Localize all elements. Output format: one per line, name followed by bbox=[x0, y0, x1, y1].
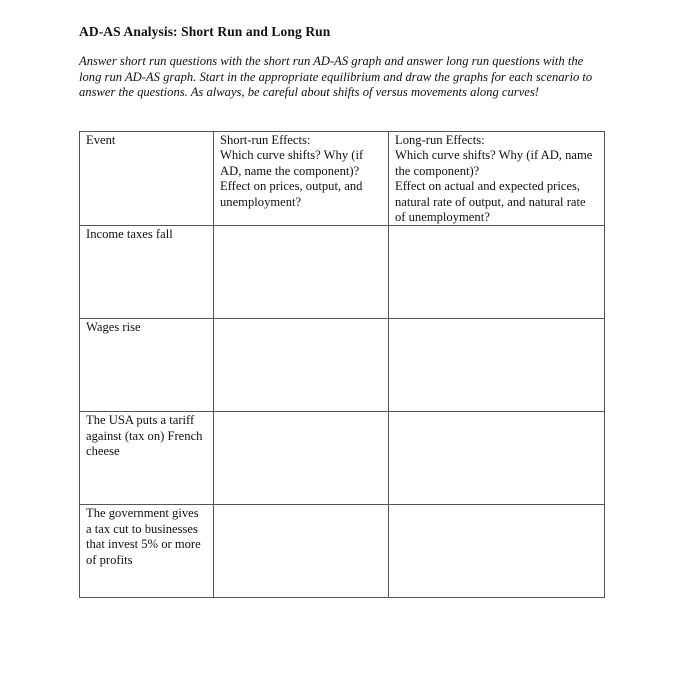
event-cell: Wages rise bbox=[80, 319, 214, 412]
analysis-table bbox=[79, 131, 605, 598]
short-run-cell[interactable] bbox=[214, 319, 389, 412]
header-event: Event bbox=[80, 132, 214, 226]
event-cell: The USA puts a tariff against (tax on) French cheese bbox=[80, 412, 214, 505]
table-row bbox=[80, 412, 605, 505]
short-run-cell[interactable] bbox=[214, 226, 389, 319]
header-long-run: Long-run Effects: Which curve shifts? Why (if AD, name the component)? Effect on actual and expected prices, natural rate of output, and natural rate of unemployment? bbox=[389, 132, 605, 226]
header-short-run: Short-run Effects: Which curve shifts? Why (if AD, name the component)? Effect on prices, output, and unemployment? bbox=[214, 132, 389, 226]
document-title: AD-AS Analysis: Short Run and Long Run bbox=[79, 24, 331, 39]
short-run-cell[interactable] bbox=[214, 505, 389, 598]
long-run-cell[interactable] bbox=[389, 226, 605, 319]
long-run-cell[interactable] bbox=[389, 505, 605, 598]
event-cell: The government gives a tax cut to businesses that invest 5% or more of profits bbox=[80, 505, 214, 598]
long-run-cell[interactable] bbox=[389, 319, 605, 412]
table-row bbox=[80, 319, 605, 412]
event-cell: Income taxes fall bbox=[80, 226, 214, 319]
table-row bbox=[80, 505, 605, 598]
short-run-cell[interactable] bbox=[214, 412, 389, 505]
table-header-row bbox=[80, 132, 605, 226]
table-row bbox=[80, 226, 605, 319]
instructions-paragraph: Answer short run questions with the short run AD-AS graph and answer long run questions with the long run AD-AS graph. Start in the appropriate equilibrium and draw the graphs for each scenario to answer the questions. As always, be careful about shifts of versus movements along curves! bbox=[79, 54, 593, 100]
long-run-cell[interactable] bbox=[389, 412, 605, 505]
